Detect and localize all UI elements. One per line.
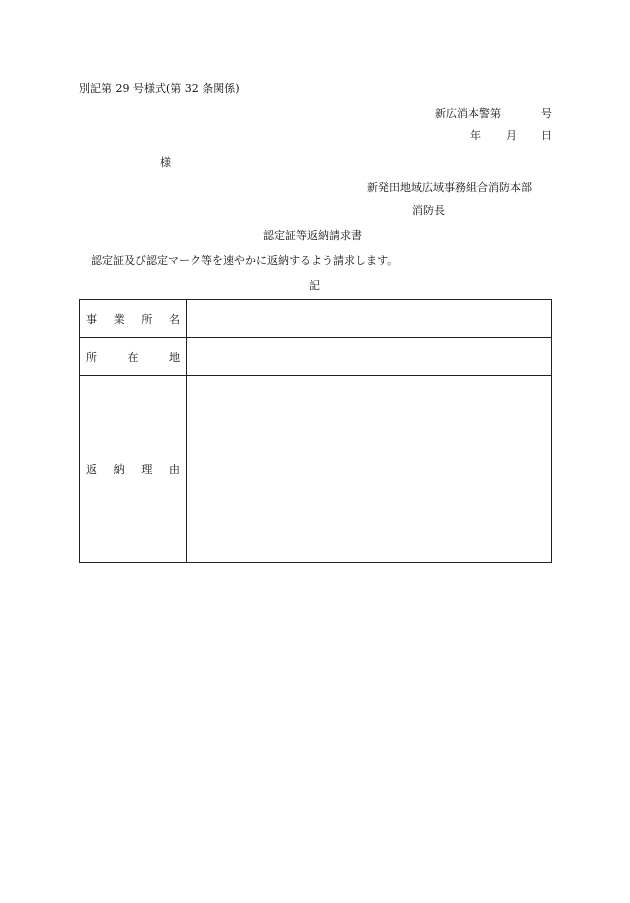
label-char: 地 — [169, 350, 180, 364]
label-char: 所 — [141, 312, 153, 326]
label-char: 在 — [127, 350, 139, 364]
sender-organization: 新発田地域広域事務組合消防本部 — [367, 181, 532, 194]
form-number-label: 別記第 29 号様式(第 32 条関係) — [79, 82, 240, 95]
addressee-honorific: 様 — [160, 156, 171, 169]
table-row-location — [80, 338, 552, 376]
document-title: 認定証等返納請求書 — [263, 229, 362, 242]
document-number-prefix: 新広消本警第 — [435, 107, 501, 120]
table-row-return-reason — [80, 376, 552, 563]
ki-notation: 記 — [309, 279, 320, 292]
return-reason-field[interactable] — [187, 376, 552, 563]
label-cell-return-reason — [80, 376, 187, 563]
label-char: 由 — [168, 463, 180, 476]
label-location — [80, 349, 186, 365]
label-char: 業 — [113, 312, 125, 326]
date-month-label: 月 — [506, 129, 517, 142]
request-statement: 認定証及び認定マーク等を速やかに返納するよう請求します。 — [91, 254, 399, 267]
label-char: 納 — [113, 463, 125, 476]
sender-title: 消防長 — [412, 204, 445, 217]
table-row-business-name — [80, 300, 552, 338]
label-cell-location — [80, 338, 187, 376]
label-char: 名 — [168, 312, 180, 326]
request-details-table — [79, 299, 552, 563]
date-year-label: 年 — [470, 129, 481, 142]
label-char: 返 — [86, 463, 97, 476]
label-char: 所 — [86, 350, 97, 364]
business-name-field[interactable] — [187, 300, 552, 338]
date-day-label: 日 — [541, 129, 552, 142]
label-char: 理 — [141, 463, 153, 476]
label-char: 事 — [86, 312, 97, 326]
label-return-reason — [80, 461, 186, 477]
location-field[interactable] — [187, 338, 552, 376]
label-cell-business-name — [80, 300, 187, 338]
document-number-suffix: 号 — [541, 107, 552, 120]
label-business-name — [80, 311, 186, 327]
